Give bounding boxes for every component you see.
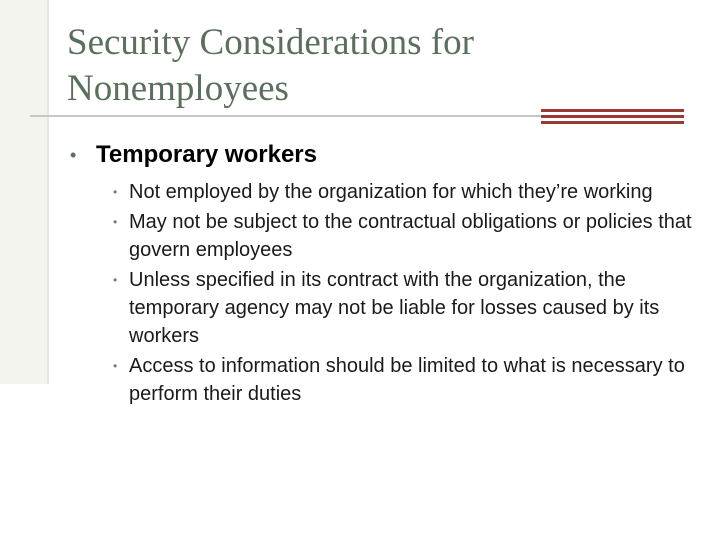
subbullet-marker: • — [113, 185, 118, 199]
subbullet-item — [60, 178, 700, 206]
accent-bars — [541, 109, 684, 127]
title-underline — [30, 115, 570, 117]
subbullet-text: May not be subject to the contractual obligations or policies that govern employees — [129, 211, 692, 261]
subbullet-item — [60, 208, 700, 264]
subbullet-list — [60, 178, 700, 408]
subbullet-item — [60, 266, 700, 350]
bullet-text: Temporary workers — [96, 141, 317, 168]
subbullet-item — [60, 352, 700, 408]
accent-bar — [541, 121, 684, 124]
subbullet-text: Unless specified in its contract with the organization, the temporary agency may not be liable for losses caused by its workers — [129, 269, 660, 347]
slide-title: Security Considerations for Nonemployees — [67, 22, 474, 109]
subbullet-text: Not employed by the organization for which they’re working — [129, 181, 653, 203]
slide-content — [60, 140, 700, 410]
bullet-item — [60, 140, 700, 170]
bullet-marker: • — [70, 145, 77, 165]
left-decorative-strip — [0, 0, 49, 384]
accent-bar — [541, 115, 684, 118]
subbullet-marker: • — [113, 273, 118, 287]
accent-bar — [541, 109, 684, 112]
subbullet-marker: • — [113, 359, 118, 373]
subbullet-marker: • — [113, 215, 118, 229]
subbullet-text: Access to information should be limited to what is necessary to perform their duties — [129, 355, 685, 405]
